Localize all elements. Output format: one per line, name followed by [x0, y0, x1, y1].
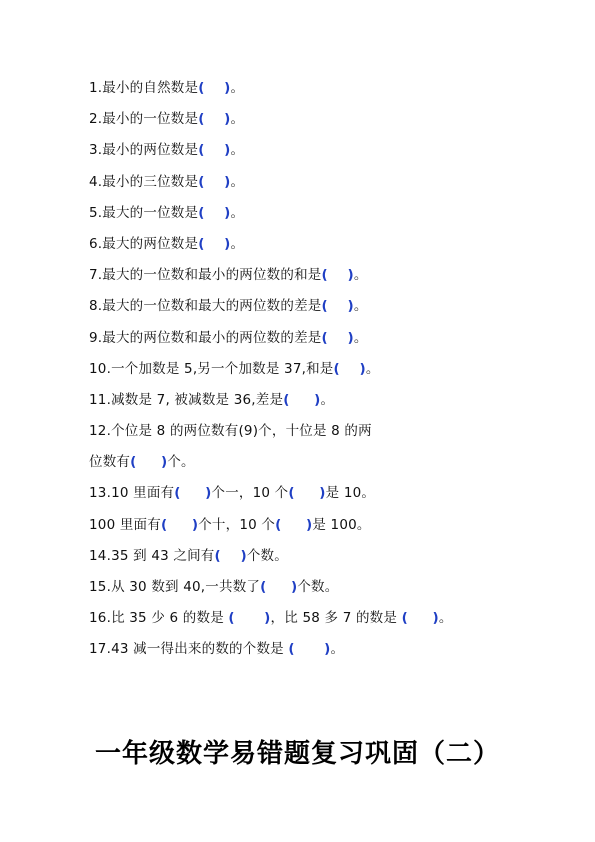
question-text: 。 — [353, 329, 368, 346]
question-line — [89, 171, 589, 202]
answer-blank[interactable]: ( ) — [288, 485, 326, 502]
answer-blank[interactable]: ( ) — [198, 235, 231, 252]
answer-blank[interactable]: ( ) — [260, 579, 298, 595]
question-line — [89, 295, 589, 326]
question-line — [89, 264, 589, 295]
question-text: 位数有 — [89, 454, 131, 471]
question-text: 。 — [230, 235, 245, 252]
answer-blank[interactable]: ( ) — [401, 610, 439, 627]
question-text: 2.最小的一位数是 — [89, 111, 199, 128]
answer-blank[interactable]: ( ) — [198, 142, 231, 159]
question-text: 个数。 — [297, 579, 339, 595]
question-text: 14.35 到 43 之间有 — [89, 547, 215, 564]
question-text: 3.最小的两位数是 — [89, 142, 199, 159]
question-line — [89, 514, 589, 545]
answer-blank[interactable]: ( ) — [283, 391, 321, 408]
question-text: 15.从 30 数到 40,一共数了 — [89, 579, 261, 595]
question-text: 。 — [365, 360, 380, 377]
question-text: 。 — [438, 610, 453, 627]
page-title: 一年级数学易错题复习巩固（二） — [94, 739, 500, 769]
question-line — [89, 108, 589, 139]
question-list — [89, 77, 589, 670]
question-text: 。 — [330, 641, 345, 658]
question-text: 16.比 35 少 6 的数是 — [89, 610, 229, 627]
question-text: 。 — [353, 298, 368, 315]
question-line — [89, 77, 589, 108]
question-text: 。 — [230, 204, 245, 221]
question-line — [89, 482, 589, 513]
answer-blank[interactable]: ( ) — [321, 329, 354, 346]
question-line — [89, 202, 589, 233]
answer-blank[interactable]: ( ) — [288, 641, 331, 658]
question-text: 7.最大的一位数和最小的两位数的和是 — [89, 267, 322, 284]
answer-blank[interactable]: ( ) — [333, 360, 366, 377]
question-text: 1.最小的自然数是 — [89, 80, 199, 96]
answer-blank[interactable]: ( ) — [321, 298, 354, 315]
question-text: 17.43 减一得出来的数的个数是 — [89, 641, 289, 658]
question-text: 9.最大的两位数和最小的两位数的差是 — [89, 329, 322, 346]
question-text: 11.减数是 7, 被减数是 36,差是 — [89, 391, 284, 408]
question-line — [89, 638, 589, 669]
question-text: 。 — [320, 391, 335, 408]
question-text: 10.一个加数是 5,另一个加数是 37,和是 — [89, 360, 334, 377]
question-text: 。 — [230, 142, 245, 159]
answer-blank[interactable]: ( ) — [198, 204, 231, 221]
question-line — [89, 233, 589, 264]
question-line — [89, 545, 589, 576]
answer-blank[interactable]: ( ) — [198, 173, 231, 190]
question-text: 个十，10 个 — [198, 516, 276, 533]
answer-blank[interactable]: ( ) — [228, 610, 271, 627]
question-text: 个一，10 个 — [211, 485, 289, 502]
question-text: 。 — [230, 111, 245, 128]
question-text: 。 — [353, 267, 368, 284]
question-text: ，比 58 多 7 的数是 — [270, 610, 402, 627]
answer-blank[interactable]: ( ) — [174, 485, 212, 502]
question-text: 是 10。 — [325, 485, 376, 502]
answer-blank[interactable]: ( ) — [160, 516, 199, 533]
question-text: 13.10 里面有 — [89, 485, 175, 502]
answer-blank[interactable]: ( ) — [321, 267, 354, 284]
question-line — [89, 389, 589, 420]
question-text: 5.最大的一位数是 — [89, 204, 199, 221]
answer-blank[interactable]: ( ) — [214, 547, 247, 564]
question-text: 8.最大的一位数和最大的两位数的差是 — [89, 298, 322, 315]
answer-blank[interactable]: ( ) — [198, 111, 231, 128]
question-text: 个数。 — [246, 547, 288, 564]
answer-blank[interactable]: ( ) — [198, 80, 231, 96]
question-text: 是 100。 — [312, 516, 371, 533]
question-line — [89, 607, 589, 638]
question-text: 个。 — [167, 454, 195, 471]
question-line — [89, 327, 589, 358]
question-line — [89, 358, 589, 389]
question-text: 12.个位是 8 的两位数有(9)个，十位是 8 的两 — [89, 423, 372, 440]
question-text: 。 — [230, 173, 245, 190]
question-line — [89, 139, 589, 170]
question-text: 。 — [230, 80, 245, 96]
answer-blank[interactable]: ( ) — [130, 454, 168, 471]
question-line — [89, 451, 589, 482]
question-text: 6.最大的两位数是 — [89, 235, 199, 252]
question-line — [89, 576, 589, 607]
question-line — [89, 420, 589, 451]
question-text: 4.最小的三位数是 — [89, 173, 199, 190]
question-text: 100 里面有 — [89, 516, 161, 533]
answer-blank[interactable]: ( ) — [275, 516, 313, 533]
